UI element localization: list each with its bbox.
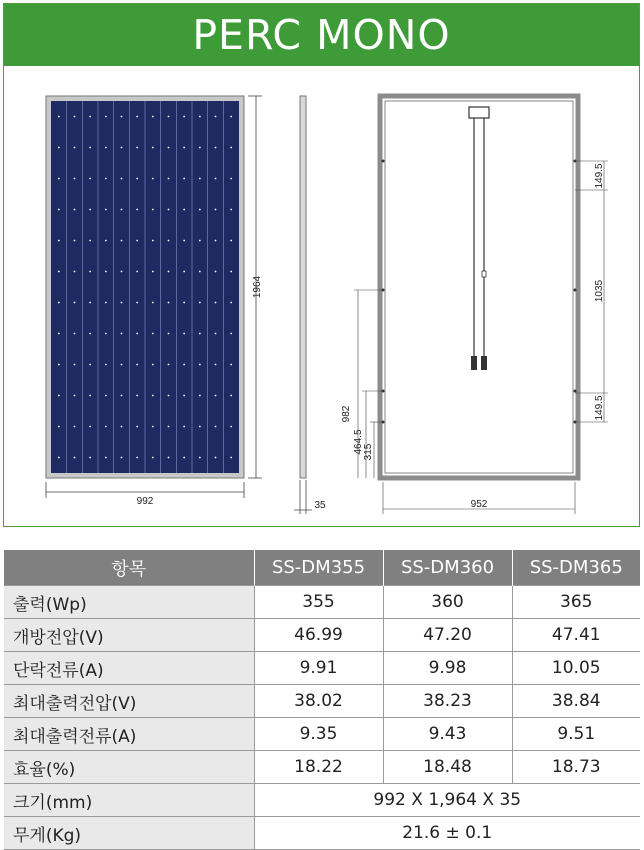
cell-dot (230, 271, 232, 273)
row-label: 최대출력전압(V) (4, 685, 254, 718)
cell-dot (152, 302, 154, 304)
cell-dot (89, 457, 91, 459)
cell-value: 18.48 (383, 751, 512, 784)
cell-dot (230, 395, 232, 397)
cell-dot (136, 426, 138, 428)
cell-value: 360 (383, 586, 512, 619)
panel-drawing (4, 66, 639, 526)
cell-dot (74, 116, 76, 118)
cell-dot (58, 457, 60, 459)
cell-value: 18.73 (512, 751, 640, 784)
cell-dot (183, 271, 185, 273)
panel-front-view (46, 96, 244, 478)
cell-dot (199, 178, 201, 180)
table-row (4, 817, 640, 850)
cell-dot (215, 395, 217, 397)
drawing-frame (3, 3, 640, 527)
cell-dot (215, 240, 217, 242)
cell-dot (136, 364, 138, 366)
cell-dot (152, 364, 154, 366)
cell-dot (168, 364, 170, 366)
cell-dot (121, 395, 123, 397)
cell-dot (121, 364, 123, 366)
cell-dot (74, 395, 76, 397)
cell-dot (136, 209, 138, 211)
cell-value: 38.02 (254, 685, 383, 718)
cell-dot (215, 116, 217, 118)
cell-value: 9.91 (254, 652, 383, 685)
cell-dot (199, 209, 201, 211)
cell-dot (168, 395, 170, 397)
cell-dot (58, 364, 60, 366)
cell-dot (121, 457, 123, 459)
cell-dot (183, 240, 185, 242)
table-row (4, 718, 640, 751)
cell-dot (199, 271, 201, 273)
cell-dot (58, 302, 60, 304)
cell-dot (199, 116, 201, 118)
cell-dot (58, 333, 60, 335)
cell-dot (74, 240, 76, 242)
cell-dot (215, 271, 217, 273)
cell-dot (58, 271, 60, 273)
cell-dot (183, 426, 185, 428)
cell-dot (121, 147, 123, 149)
cell-dot (168, 426, 170, 428)
cell-dot (136, 302, 138, 304)
cell-dot (58, 395, 60, 397)
cell-dot (136, 271, 138, 273)
cell-dot (74, 271, 76, 273)
cell-dot (199, 426, 201, 428)
cell-dot (58, 426, 60, 428)
table-row (4, 685, 640, 718)
table-row (4, 652, 640, 685)
cell-dot (89, 209, 91, 211)
cell-value: 47.41 (512, 619, 640, 652)
cell-dot (105, 333, 107, 335)
cell-dot (199, 457, 201, 459)
cell-dot (105, 209, 107, 211)
cell-dot (136, 395, 138, 397)
dim-315-label: 315 (363, 443, 374, 461)
cell-dot (89, 147, 91, 149)
cell-dot (121, 240, 123, 242)
row-label: 무게(Kg) (4, 817, 254, 850)
cell-dot (121, 426, 123, 428)
cell-dot (199, 395, 201, 397)
cell-dot (215, 178, 217, 180)
cell-value: 355 (254, 586, 383, 619)
table-row (4, 586, 640, 619)
cell-dot (121, 302, 123, 304)
cell-dot (152, 426, 154, 428)
cell-dot (89, 116, 91, 118)
cell-dot (215, 457, 217, 459)
cell-value: 46.99 (254, 619, 383, 652)
cell-dot (230, 426, 232, 428)
cell-dot (199, 240, 201, 242)
dim-top-offset-label: 149.5 (594, 163, 605, 189)
cell-dot (105, 178, 107, 180)
cell-dot (183, 364, 185, 366)
cell-dot (74, 364, 76, 366)
row-label: 최대출력전류(A) (4, 718, 254, 751)
dim-height-label: 1964 (252, 275, 263, 299)
cell-dot (215, 364, 217, 366)
cell-dot (168, 116, 170, 118)
cell-dot (168, 271, 170, 273)
cell-value: 9.98 (383, 652, 512, 685)
cell-value-merged: 992 X 1,964 X 35 (254, 784, 640, 817)
cell-dot (105, 271, 107, 273)
cell-dot (152, 209, 154, 211)
cell-dot (168, 302, 170, 304)
cell-dot (74, 426, 76, 428)
cell-value: 47.20 (383, 619, 512, 652)
cell-dot (121, 209, 123, 211)
cell-dot (136, 116, 138, 118)
cell-dot (89, 333, 91, 335)
page-title: PERC MONO (4, 4, 639, 66)
cell-value: 10.05 (512, 652, 640, 685)
cell-dot (152, 395, 154, 397)
cell-dot (183, 178, 185, 180)
cell-dot (105, 147, 107, 149)
cell-dot (230, 364, 232, 366)
panel-side-view (294, 96, 326, 514)
panel-back-view (380, 96, 578, 478)
dim-982-label: 982 (341, 405, 352, 423)
cell-dot (230, 302, 232, 304)
cell-dot (105, 457, 107, 459)
dim-bottom-offset-label: 149.5 (594, 395, 605, 421)
row-label: 단락전류(A) (4, 652, 254, 685)
cell-dot (230, 457, 232, 459)
cell-dot (136, 178, 138, 180)
cell-value: 38.23 (383, 685, 512, 718)
row-label: 개방전압(V) (4, 619, 254, 652)
cell-dot (89, 395, 91, 397)
cell-dot (230, 178, 232, 180)
cell-dot (199, 364, 201, 366)
cell-dot (58, 178, 60, 180)
cell-dot (168, 457, 170, 459)
cell-dot (168, 147, 170, 149)
cell-dot (183, 302, 185, 304)
cell-dot (89, 271, 91, 273)
row-label: 출력(Wp) (4, 586, 254, 619)
cell-dot (89, 302, 91, 304)
cell-dot (121, 178, 123, 180)
cell-dot (215, 333, 217, 335)
cell-dot (199, 147, 201, 149)
cell-dot (74, 178, 76, 180)
cell-dot (58, 240, 60, 242)
header-model-355: SS-DM355 (254, 550, 383, 586)
header-model-365: SS-DM365 (512, 550, 640, 586)
cell-value-merged: 21.6 ± 0.1 (254, 817, 640, 850)
spec-table-header (4, 550, 640, 586)
cell-dot (168, 333, 170, 335)
table-row (4, 619, 640, 652)
cell-dot (74, 457, 76, 459)
cell-dot (152, 178, 154, 180)
cell-dot (121, 333, 123, 335)
cell-dot (58, 209, 60, 211)
cell-dot (152, 116, 154, 118)
cell-dot (136, 240, 138, 242)
cell-dot (230, 147, 232, 149)
cell-dot (74, 302, 76, 304)
cell-value: 38.84 (512, 685, 640, 718)
cell-value: 9.35 (254, 718, 383, 751)
cell-dot (183, 395, 185, 397)
cell-dot (105, 395, 107, 397)
cell-dot (121, 116, 123, 118)
cell-dot (136, 147, 138, 149)
row-label: 크기(mm) (4, 784, 254, 817)
header-item: 항목 (4, 550, 254, 586)
cell-dot (215, 147, 217, 149)
cell-dot (230, 116, 232, 118)
cell-dot (136, 457, 138, 459)
cell-value: 18.22 (254, 751, 383, 784)
dim-hole-spacing-label: 952 (470, 499, 488, 510)
cell-dot (105, 116, 107, 118)
spec-table (4, 550, 640, 850)
cell-dot (230, 240, 232, 242)
cell-dot (89, 178, 91, 180)
cell-dot (105, 426, 107, 428)
cell-value: 365 (512, 586, 640, 619)
cell-value: 9.51 (512, 718, 640, 751)
cell-dot (183, 457, 185, 459)
cell-dot (74, 147, 76, 149)
cell-dot (183, 116, 185, 118)
cell-dot (183, 333, 185, 335)
cell-dot (105, 240, 107, 242)
table-row (4, 751, 640, 784)
cell-dot (199, 333, 201, 335)
cell-dot (183, 147, 185, 149)
cell-dot (168, 209, 170, 211)
cell-dot (152, 240, 154, 242)
cell-dot (230, 209, 232, 211)
cell-dot (74, 209, 76, 211)
cell-dot (89, 426, 91, 428)
cell-dot (168, 178, 170, 180)
cell-dot (199, 302, 201, 304)
cell-dot (152, 147, 154, 149)
cell-dot (152, 271, 154, 273)
header-model-360: SS-DM360 (383, 550, 512, 586)
cell-dot (74, 333, 76, 335)
dim-mount-spacing-label: 1035 (594, 279, 605, 303)
dim-thickness-label: 35 (314, 500, 326, 511)
cell-dot (105, 302, 107, 304)
cell-value: 9.43 (383, 718, 512, 751)
cell-dot (152, 457, 154, 459)
cell-dot (152, 333, 154, 335)
cell-dot (183, 209, 185, 211)
cell-dot (215, 426, 217, 428)
cell-dot (121, 271, 123, 273)
dim-4645-label: 464.5 (353, 429, 364, 455)
dim-width-label: 992 (136, 496, 154, 507)
cell-dot (58, 147, 60, 149)
cell-dot (215, 209, 217, 211)
table-row (4, 784, 640, 817)
cell-dot (168, 240, 170, 242)
cell-dot (136, 333, 138, 335)
cell-dot (215, 302, 217, 304)
cell-dot (89, 240, 91, 242)
cell-dot (230, 333, 232, 335)
cell-dot (58, 116, 60, 118)
cell-dot (89, 364, 91, 366)
cell-dot (105, 364, 107, 366)
row-label: 효율(%) (4, 751, 254, 784)
